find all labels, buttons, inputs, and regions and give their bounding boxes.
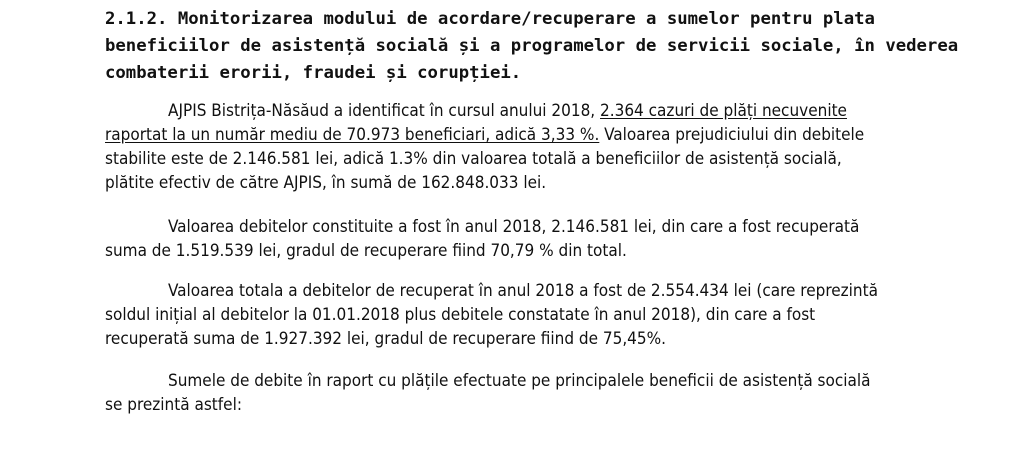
paragraph-line: Valoarea totala a debitelor de recuperat în anul 2018 a fost de 2.554.434 lei (care reprezintă (168, 281, 878, 301)
paragraph-line (105, 99, 985, 123)
heading-line-2: beneficiilor de asistență socială și a programelor de servicii sociale, în vederea (105, 36, 959, 56)
paragraph-debts-constituted (105, 215, 985, 263)
paragraph-line: Valoarea debitelor constituite a fost în anul 2018, 2.146.581 lei, din care a fost recuperată (168, 217, 860, 237)
paragraph-debts-summary (105, 369, 985, 417)
paragraph-line: Sumele de debite în raport cu plățile efectuate pe principalele beneficii de asistență socială (168, 371, 871, 391)
paragraph-line: suma de 1.519.539 lei, gradul de recuperare fiind 70,79 % din total. (105, 241, 627, 261)
heading-line-1: 2.1.2. Monitorizarea modului de acordare/recuperare a sumelor pentru plata (105, 9, 875, 29)
heading-line-3: combaterii erorii, fraudei și corupției. (105, 63, 522, 83)
paragraph-line: plătite efectiv de către AJPIS, în sumă de 162.848.033 lei. (105, 173, 547, 193)
paragraph-line: se prezintă astfel: (105, 395, 242, 415)
text-run: Valoarea prejudiciului din debitele (599, 125, 865, 145)
text-run: AJPIS Bistrița-Năsăud a identificat în cursul anului 2018, (168, 101, 601, 121)
paragraph-line: recuperată suma de 1.927.392 lei, gradul de recuperare fiind de 75,45%. (105, 329, 667, 349)
section-heading (105, 6, 1005, 87)
underlined-text: 2.364 cazuri de plăți necuvenite (600, 101, 847, 121)
paragraph-debts-total (105, 279, 985, 351)
paragraph-line: stabilite este de 2.146.581 lei, adică 1.3% din valoarea totală a beneficiilor de asistență socială, (105, 149, 842, 169)
paragraph-improper-payments (105, 99, 985, 195)
paragraph-line: soldul inițial al debitelor la 01.01.2018 plus debitele constatate în anul 2018), din care a fost (105, 305, 816, 325)
paragraph-line (105, 123, 985, 147)
underlined-text: raportat la un număr mediu de 70.973 beneficiari, adică 3,33 %. (105, 125, 600, 145)
